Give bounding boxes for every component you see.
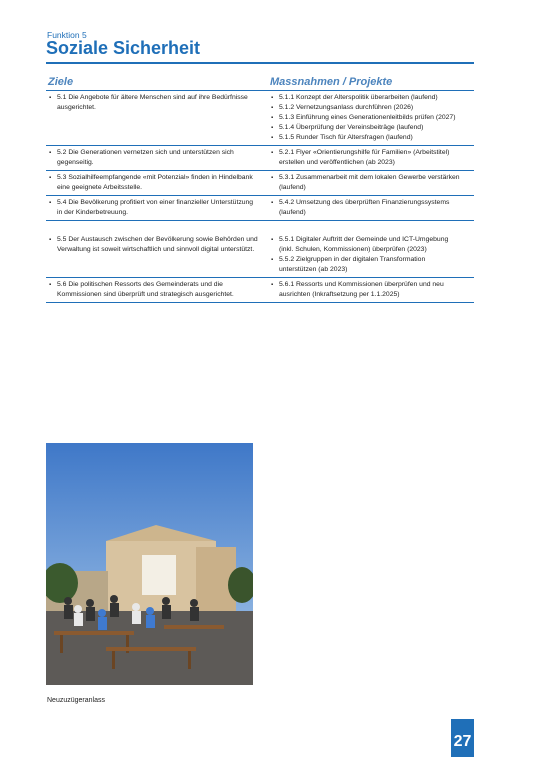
goals-measures-table	[46, 76, 474, 303]
column-header-measures: Massnahmen / Projekte	[270, 76, 393, 88]
goal-cell	[46, 280, 268, 300]
measure-list	[268, 235, 474, 275]
table-row	[46, 233, 474, 278]
section-kicker: Funktion 5	[47, 30, 87, 40]
goal-item: ▪ 5.4 Die Bevölkerung profitiert von einer finanzieller Unterstützung in der Kinderbetreuung.	[46, 198, 268, 218]
measure-cell	[268, 93, 474, 143]
measure-item: ▪ 5.1.5 Runder Tisch für Altersfragen (laufend)	[268, 133, 474, 143]
measure-cell	[268, 198, 474, 218]
measure-item: ▪ 5.1.1 Konzept der Alterspolitik überarbeiten (laufend)	[268, 93, 474, 103]
table-header	[46, 76, 474, 91]
goal-item: ▪ 5.6 Die politischen Ressorts des Gemeinderats und die Kommissionen sind überprüft und strategisch ausgerichtet.	[46, 280, 268, 300]
goal-cell	[46, 93, 268, 143]
measure-item: ▪ 5.4.2 Umsetzung des überprüften Finanzierungssystems (laufend)	[268, 198, 474, 218]
page-number: 27	[451, 719, 474, 757]
measure-cell	[268, 280, 474, 300]
goal-list	[46, 280, 268, 300]
measure-item: ▪ 5.6.1 Ressorts und Kommissionen überprüfen und neu ausrichten (Inkraftsetzung per 1.1.2025)	[268, 280, 474, 300]
measure-item: ▪ 5.5.2 Zielgruppen in der digitalen Transformation unterstützen (ab 2023)	[268, 255, 474, 275]
goal-cell	[46, 235, 268, 275]
table-row	[46, 196, 474, 221]
goal-item: ▪ 5.5 Der Austausch zwischen der Bevölkerung sowie Behörden und Verwaltung ist soweit wirtschaftlich und sinnvoll digital unterstützt.	[46, 235, 268, 255]
goal-list	[46, 173, 268, 193]
table-body	[46, 91, 474, 303]
goal-item: ▪ 5.1 Die Angebote für ältere Menschen sind auf ihre Bedürfnisse ausgerichtet.	[46, 93, 268, 113]
goal-cell	[46, 173, 268, 193]
table-row	[46, 91, 474, 146]
table-row	[46, 171, 474, 196]
measure-item: ▪ 5.1.4 Überprüfung der Vereinsbeiträge (laufend)	[268, 123, 474, 133]
goal-item: ▪ 5.3 Sozialhilfeempfangende «mit Potenzial» finden in Hindelbank eine geeignete Arbeitsstelle.	[46, 173, 268, 193]
title-divider	[46, 62, 474, 64]
goal-list	[46, 93, 268, 113]
measure-cell	[268, 148, 474, 168]
column-header-goals: Ziele	[48, 76, 74, 88]
measure-list	[268, 93, 474, 143]
measure-list	[268, 198, 474, 218]
measure-cell	[268, 235, 474, 275]
event-photo-image	[46, 443, 253, 685]
measure-list	[268, 173, 474, 193]
table-row	[46, 146, 474, 171]
page-title: Soziale Sicherheit	[46, 38, 201, 58]
measure-item: ▪ 5.1.3 Einführung eines Generationenleitbilds prüfen (2027)	[268, 113, 474, 123]
photo-caption: Neuzuzügeranlass	[47, 697, 105, 704]
measure-item: ▪ 5.3.1 Zusammenarbeit mit dem lokalen Gewerbe verstärken (laufend)	[268, 173, 474, 193]
measure-item: ▪ 5.5.1 Digitaler Auftritt der Gemeinde und ICT-Umgebung (inkl. Schulen, Kommissionen) überprüfen (2023)	[268, 235, 474, 255]
goal-list	[46, 235, 268, 255]
measure-list	[268, 148, 474, 168]
table-row	[46, 278, 474, 303]
goal-cell	[46, 148, 268, 168]
event-photo	[46, 443, 253, 685]
goal-list	[46, 198, 268, 218]
goal-item: ▪ 5.2 Die Generationen vernetzen sich und unterstützen sich gegenseitig.	[46, 148, 268, 168]
measure-item: ▪ 5.2.1 Flyer «Orientierungshilfe für Familien» (Arbeitstitel) erstellen und veröffentlichen (ab 2023)	[268, 148, 474, 168]
goal-list	[46, 148, 268, 168]
measure-cell	[268, 173, 474, 193]
measure-list	[268, 280, 474, 300]
measure-item: ▪ 5.1.2 Vernetzungsanlass durchführen (2026)	[268, 103, 474, 113]
goal-cell	[46, 198, 268, 218]
